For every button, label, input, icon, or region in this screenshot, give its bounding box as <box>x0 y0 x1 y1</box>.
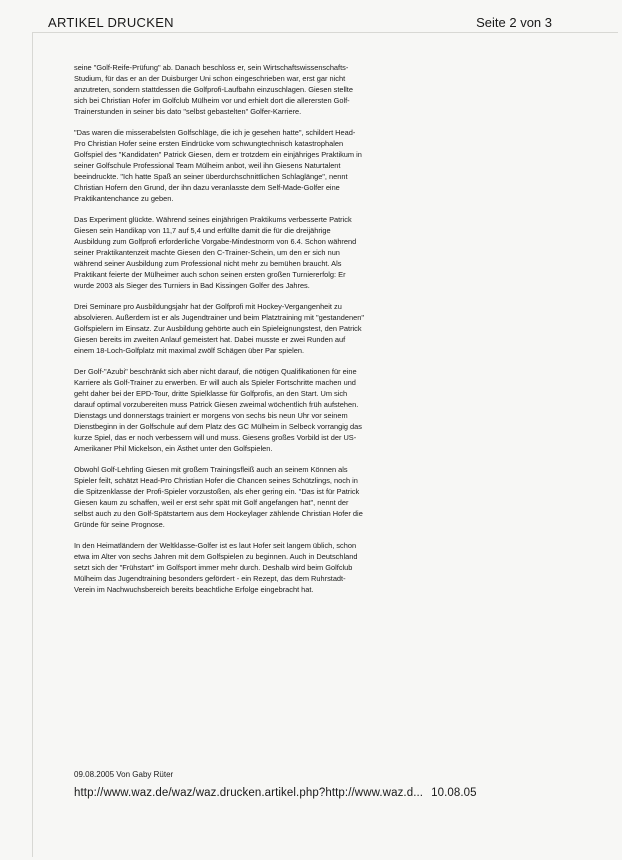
page-number: Seite 2 von 3 <box>476 15 552 30</box>
paragraph: In den Heimatländern der Weltklasse-Golfer ist es laut Hofer seit langem üblich, schon etwa im Alter von sechs Jahren mit dem Golfspielen zu beginnen. Auch in Deutschland setzt sich der "Frühstart" im Golfsport immer mehr durch. Deshalb wird beim Golfclub Mülheim das Jugendtraining besonders gefördert - ein Rezept, das dem Ruhrstadt-Verein im Nachwuchsbereich bereits beachtliche Erfolge eingebracht hat. <box>74 541 358 594</box>
paragraph: Das Experiment glückte. Während seines einjährigen Praktikums verbesserte Patrick Giesen sein Handikap von 11,7 auf 5,4 und erfüllte damit die für die dreijährige Ausbildung zum Golfprofi erforderliche Vorgabe-Mindestnorm von 6.4. Schon während seiner Praktikantenzeit machte Giesen den C-Trainer-Schein, um den er sich nun während seiner Ausbildung zum Professional nicht mehr zu bemühen braucht. Als Praktikant feierte der Mülheimer auch schon seinen ersten großen Turniererfolg: Er wurde 2003 als Sieger des Turniers in Bad Kissingen Golfer des Jahres. <box>74 215 357 290</box>
page-header <box>0 0 622 40</box>
paragraph: Obwohl Golf-Lehrling Giesen mit großem Trainingsfleiß auch an seinem Können als Spieler feilt, schätzt Head-Pro Christian Hofer die Chancen seines Schützlings, noch in die Spitzenklasse der Profi-Spieler vorzustoßen, als eher gering ein. "Das ist für Patrick Giesen kaum zu schaffen, weil er erst sehr spät mit Golf angefangen hat", nennt der selbst auch zu den Golf-Spätstartern aus dem Hockeylager zählende Christian Hofer die Gründe für seine Prognose. <box>74 465 363 529</box>
document-title: ARTIKEL DRUCKEN <box>48 15 174 30</box>
print-footer <box>74 787 477 799</box>
print-date: 10.08.05 <box>431 787 477 799</box>
source-url: http://www.waz.de/waz/waz.drucken.artikel.php?http://www.waz.d... <box>74 787 424 799</box>
article-byline: 09.08.2005 Von Gaby Rüter <box>74 770 174 779</box>
paragraph: seine "Golf-Reife-Prüfung" ab. Danach beschloss er, sein Wirtschaftswissenschafts-Studium, für das er an der Duisburger Uni schon eingeschrieben war, erst gar nicht anzutreten, sondern stattdessen die Golfprofi-Laufbahn einzuschlagen. Giesen stellte sich bei Christian Hofer im Golfclub Mülheim vor und erhielt dort die allerersten Golf-Trainerstunden in seiner bis dato "selbst gebastelten" Golfer-Karriere. <box>74 63 353 116</box>
paragraph: Der Golf-"Azubi" beschränkt sich aber nicht darauf, die nötigen Qualifikationen für eine Karriere als Golf-Trainer zu erwerben. Er will auch als Spieler Fortschritte machen und geht daher bei der EPD-Tour, dritte Spielklasse für Golfprofis, an den Start. Um sich darauf optimal vorzubereiten muss Patrick Giesen zweimal wöchentlich früh aufstehen. Dienstags und donnerstags trainiert er morgens von sechs bis neun Uhr vor seinem Dienstbeginn in der Golfschule auf dem Platz des GC Mülheim in Selbeck vorrangig das kurze Spiel, das er noch verbessern will und muss. Giesens großes Vorbild ist der US-Amerikaner Phil Mickelson, ein Ästhet unter den Golfspielen. <box>74 367 362 453</box>
article-body <box>74 62 364 605</box>
paragraph: Drei Seminare pro Ausbildungsjahr hat der Golfprofi mit Hockey-Vergangenheit zu absolvieren. Außerdem ist er als Jugendtrainer und beim Platztraining mit "gestandenen" Golfspielern im Einsatz. Zur Ausbildung gehörte auch ein Spieleignungstest, den Patrick Giesen bereits im zweiten Anlauf gemeistert hat. Dabei musste er zwei Runden auf einem 18-Loch-Golfplatz mit maximal zwölf Schägen über Par spielen. <box>74 302 364 355</box>
paragraph: "Das waren die misserabelsten Golfschläge, die ich je gesehen hatte", schildert Head-Pro Christian Hofer seine ersten Eindrücke vom schwungtechnisch katastrophalen Golfspiel des "Kandidaten" Patrick Giesen, dem er trotzdem ein einjähriges Praktikum in seiner Golfschule Professional Team Mülheim anbot, weil ihn Giesens Naturtalent beeindruckte. "Ich hatte Spaß an seiner überdurchschnittlichen Schlaglänge", nennt Christian Hofern den Grund, der ihn dazu veranlasste dem Self-Made-Golfer eine Praktikantenchance zu geben. <box>74 128 362 203</box>
